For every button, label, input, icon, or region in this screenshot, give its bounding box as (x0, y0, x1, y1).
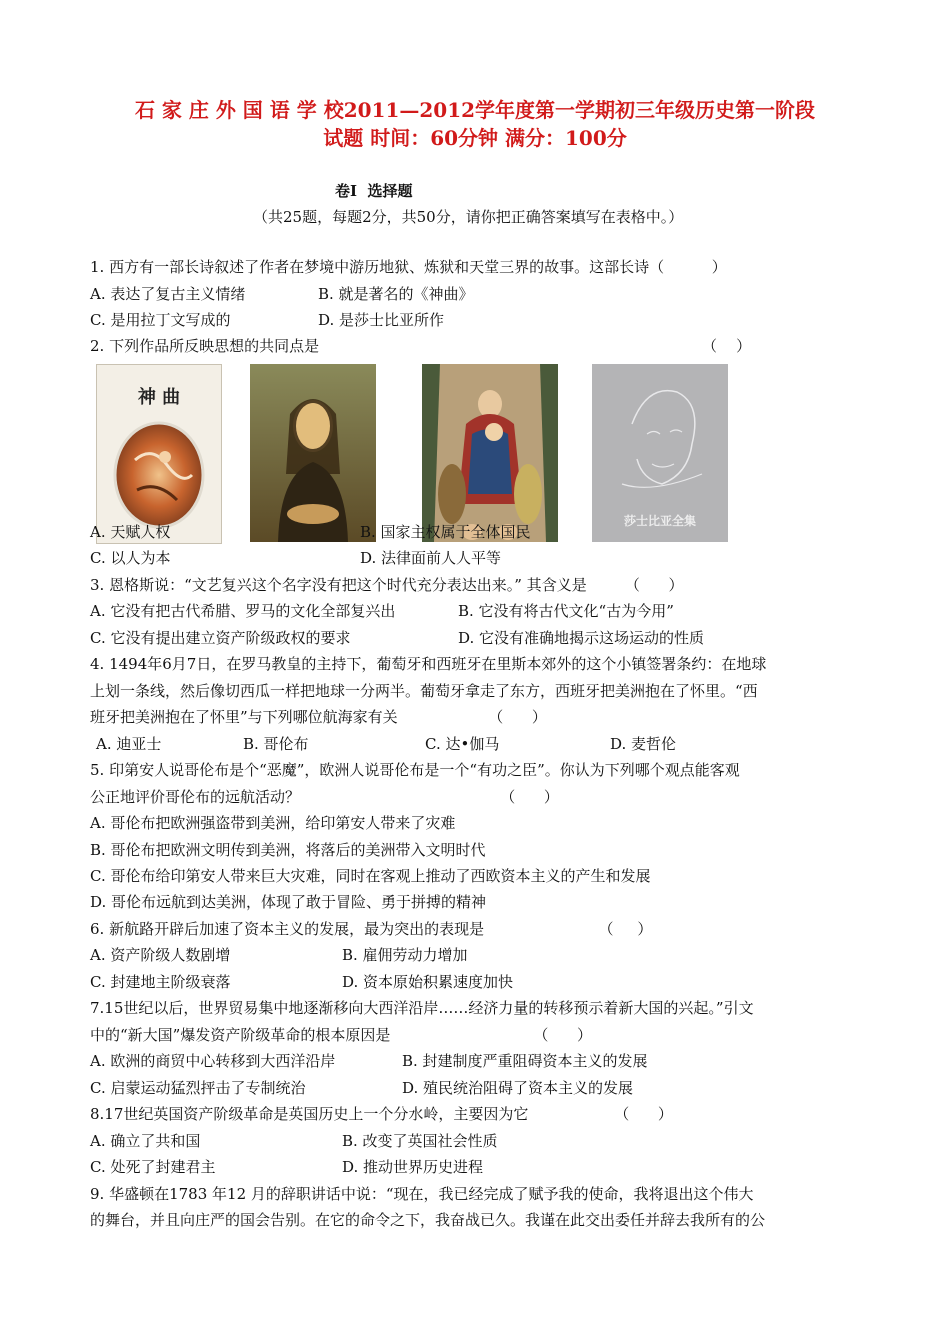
q4-option-c: C. 达•伽马 (425, 735, 500, 753)
book-title-text: 神 曲 (137, 387, 181, 408)
q1-option-d: D. 是莎士比亚所作 (318, 311, 445, 329)
q4-option-b: B. 哥伦布 (243, 735, 309, 753)
q1-option-c: C. 是用拉丁文写成的 (90, 311, 231, 329)
q3-option-a: A. 它没有把古代希腊、罗马的文化全部复兴出 (90, 602, 396, 620)
q2-option-c: C. 以人为本 (90, 549, 171, 567)
q7-option-d: D. 殖民统治阻碍了资本主义的发展 (402, 1079, 634, 1097)
q4-option-a: A. 迪亚士 (96, 735, 162, 753)
q7-option-a: A. 欧洲的商贸中心转移到大西洋沿岸 (90, 1052, 336, 1070)
q8-option-c: C. 处死了封建君主 (90, 1158, 216, 1176)
q3-option-c: C. 它没有提出建立资产阶级政权的要求 (90, 629, 351, 647)
q5-stem-line1: 5. 印第安人说哥伦布是个“恶魔”，欧洲人说哥伦布是一个“有功之臣”。你认为下列哪个观点能客观 (90, 761, 740, 779)
q9-stem-line2: 的舞台，并且向庄严的国会告别。在它的命令之下，我奋战已久。我谨在此交出委任并辞去我所有的公 (90, 1211, 766, 1229)
q2-option-d: D. 法律面前人人平等 (360, 549, 502, 567)
q9-stem-line1: 9. 华盛顿在1783 年12 月的辞职讲话中说：“现在，我已经完成了赋予我的使命，我将退出这个伟大 (90, 1185, 754, 1203)
q8-option-b: B. 改变了英国社会性质 (342, 1132, 498, 1150)
q6-option-d: D. 资本原始积累速度加快 (342, 973, 514, 991)
q1-option-a: A. 表达了复古主义情绪 (90, 285, 246, 303)
q2-option-b: B. 国家主权属于全体国民 (360, 523, 531, 541)
q6-option-b: B. 雇佣劳动力增加 (342, 946, 468, 964)
q7-option-b: B. 封建制度严重阻碍资本主义的发展 (402, 1052, 648, 1070)
q5-stem-line2: 公正地评价哥伦布的远航活动？ （ ） (90, 788, 559, 806)
q2-option-a: A. 天赋人权 (90, 523, 171, 541)
q7-option-c: C. 启蒙运动猛烈抨击了专制统治 (90, 1079, 306, 1097)
exam-title-line1: 石 家 庄 外 国 语 学 校2011—2012学年度第一学期初三年级历史第一阶段 (134, 98, 816, 122)
exam-title-line2: 试题 时间：60分钟 满分：100分 (323, 126, 627, 150)
q6-option-c: C. 封建地主阶级衰落 (90, 973, 231, 991)
q4-stem-line1: 4. 1494年6月7日，在罗马教皇的主持下，葡萄牙和西班牙在里斯本郊外的这个小镇签署条约：在地球 (90, 655, 767, 673)
q3-option-b: B. 它没有将古代文化“古为今用” (458, 602, 674, 620)
q2-stem: 2. 下列作品所反映思想的共同点是 (90, 337, 320, 355)
divine-comedy-cover-image (96, 364, 222, 544)
q6-stem: 6. 新航路开辟后加速了资本主义的发展，最为突出的表现是 （ ） (90, 920, 653, 938)
q5-option-a: A. 哥伦布把欧洲强盗带到美洲，给印第安人带来了灾难 (90, 814, 456, 832)
q2-answer-paren: （ ） (702, 337, 752, 355)
q4-stem-line3: 班牙把美洲抱在了怀里”与下列哪位航海家有关 （ ） (90, 708, 547, 726)
q7-stem-line1: 7.15世纪以后，世界贸易集中地逐渐移向大西洋沿岸……经济力量的转移预示着新大国的兴起。”引文 (90, 999, 754, 1017)
q6-option-a: A. 资产阶级人数剧增 (90, 946, 231, 964)
q1-stem: 1. 西方有一部长诗叙述了作者在梦境中游历地狱、炼狱和天堂三界的故事。这部长诗（ ） (90, 258, 727, 276)
q8-option-a: A. 确立了共和国 (90, 1132, 201, 1150)
q4-option-d: D. 麦哲伦 (610, 735, 677, 753)
q5-option-b: B. 哥伦布把欧洲文明传到美洲，将落后的美洲带入文明时代 (90, 841, 486, 859)
section-name: 卷I 选择题 (335, 182, 413, 200)
sistine-madonna-image (422, 364, 558, 542)
shakespeare-caption-text: 莎士比亚全集 (623, 514, 696, 528)
q5-option-c: C. 哥伦布给印第安人带来巨大灾难，同时在客观上推动了西欧资本主义的产生和发展 (90, 867, 651, 885)
shakespeare-collection-image (592, 364, 728, 542)
mona-lisa-image (250, 364, 376, 542)
q3-stem: 3. 恩格斯说：“文艺复兴这个名字没有把这个时代充分表达出来。” 其含义是 （ ） (90, 576, 684, 594)
q4-stem-line2: 上划一条线，然后像切西瓜一样把地球一分两半。葡萄牙拿走了东方，西班牙把美洲抱在了怀里。“西 (90, 682, 758, 700)
q8-option-d: D. 推动世界历史进程 (342, 1158, 484, 1176)
q8-stem: 8.17世纪英国资产阶级革命是英国历史上一个分水岭，主要因为它 （ ） (90, 1105, 673, 1123)
q1-option-b: B. 就是著名的《神曲》 (318, 285, 474, 303)
q5-option-d: D. 哥伦布远航到达美洲，体现了敢于冒险、勇于拼搏的精神 (90, 893, 487, 911)
q7-stem-line2: 中的“新大国”爆发资产阶级革命的根本原因是 （ ） (90, 1026, 592, 1044)
q3-option-d: D. 它没有准确地揭示这场运动的性质 (458, 629, 705, 647)
section-instructions: （共25题，每题2分，共50分，请你把正确答案填写在表格中。） (253, 208, 684, 226)
